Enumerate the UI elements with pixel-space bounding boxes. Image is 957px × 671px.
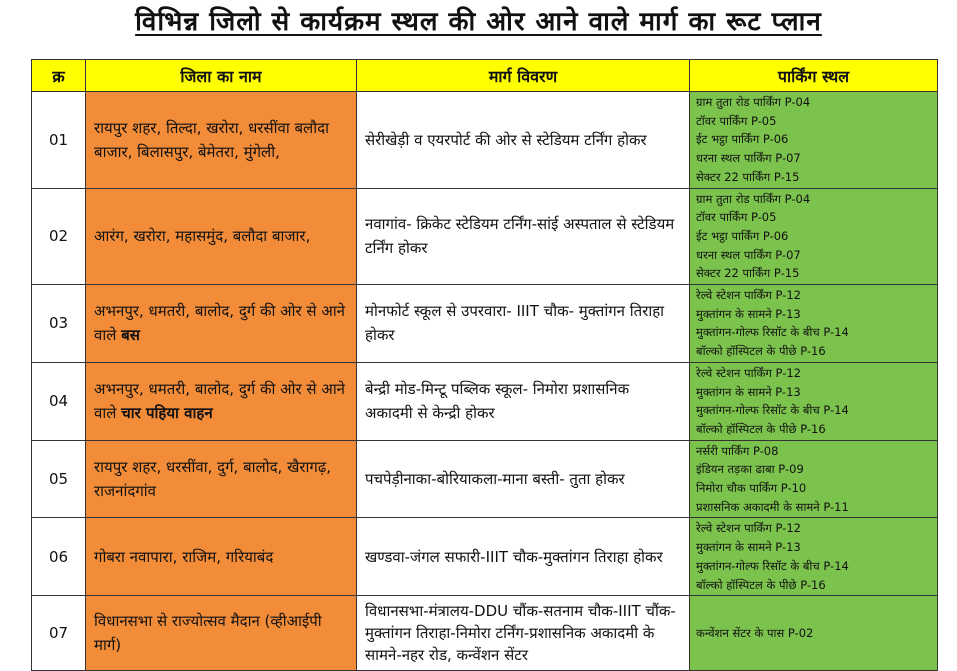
parking-cell [690, 362, 938, 440]
parking-item: रेल्वे स्टेशन पार्किंग P-12 [696, 365, 801, 380]
district-cell: आरंग, खरोरा, महासमुंद, बलौदा बाजार, [86, 188, 357, 285]
parking-item: मुक्तांगन-गोल्फ रिसॉट के बीच P-14 [696, 325, 849, 340]
parking-item: नर्सरी पार्किंग P-08 [696, 443, 779, 458]
parking-cell [690, 285, 938, 363]
parking-item: कन्वेंशन सेंटर के पास P-02 [696, 625, 814, 640]
row-number: 05 [32, 440, 86, 518]
district-cell: गोबरा नवापारा, राजिम, गरियाबंद [86, 518, 357, 596]
district-cell: अभनपुर, धमतरी, बालोद, दुर्ग की ओर से आने वाले बस [86, 285, 357, 363]
parking-item: मुक्तांगन-गोल्फ रिसॉट के बीच P-14 [696, 403, 849, 418]
parking-cell [690, 596, 938, 671]
table-row [32, 188, 938, 285]
vehicle-type: बस [121, 326, 140, 345]
parking-item: मुक्तांगन-गोल्फ रिसॉट के बीच P-14 [696, 558, 849, 573]
route-cell: नवागांव- क्रिकेट स्टेडियम टर्निंग-सांई अस्पताल से स्टेडियम टर्निंग होकर [357, 188, 690, 285]
parking-cell [690, 188, 938, 285]
district-cell: अभनपुर, धमतरी, बालोद, दुर्ग की ओर से आने वाले चार पहिया वाहन [86, 362, 357, 440]
table-header-row [32, 60, 938, 92]
parking-item: टॉवर पार्किंग P-05 [696, 210, 777, 225]
parking-item: ईट भट्ठा पार्किंग P-06 [696, 228, 789, 243]
parking-item: इंडियन तड़का ढाबा P-09 [696, 462, 804, 477]
route-cell: मोनफोर्ट स्कूल से उपरवारा- IIIT चौक- मुक्तांगन तिराहा होकर [357, 285, 690, 363]
row-number: 07 [32, 596, 86, 671]
parking-cell [690, 518, 938, 596]
route-cell: बेन्द्री मोड-मिन्टू पब्लिक स्कूल- निमोरा प्रशासनिक अकादमी से केन्द्री होकर [357, 362, 690, 440]
parking-item: रेल्वे स्टेशन पार्किंग P-12 [696, 521, 801, 536]
row-number: 01 [32, 92, 86, 189]
parking-item: बॉल्को हॉस्पिटल के पीछे P-16 [696, 344, 826, 359]
vehicle-type: चार पहिया वाहन [121, 404, 213, 423]
parking-item: ग्राम तुता रोड पार्किंग P-04 [696, 95, 811, 109]
route-cell: विधानसभा-मंत्रालय-DDU चौंक-सतनाम चौक-IIIT चौंक-मुक्तांगन तिराहा-निमोरा टर्निंग-प्रशासनिक अकादमी के सामने-नहर रोड, कन्वेंशन सेंटर [357, 596, 690, 671]
route-cell: खण्डवा-जंगल सफारी-IIIT चौक-मुक्तांगन तिराहा होकर [357, 518, 690, 596]
row-number: 03 [32, 285, 86, 363]
parking-item: सेक्टर 22 पार्किंग P-15 [696, 169, 800, 184]
parking-item: निमोरा चौक पार्किंग P-10 [696, 481, 807, 496]
route-cell: पचपेड़ीनाका-बोरियाकला-माना बस्ती- तुता होकर [357, 440, 690, 518]
table-row [32, 440, 938, 518]
page-title: विभिन्न जिलो से कार्यक्रम स्थल की ओर आने वाले मार्ग का रूट प्लान [135, 7, 822, 37]
route-plan-table [31, 59, 938, 671]
header-route: मार्ग विवरण [357, 60, 690, 92]
row-number: 04 [32, 362, 86, 440]
parking-item: रेल्वे स्टेशन पार्किंग P-12 [696, 288, 801, 303]
table-row [32, 518, 938, 596]
parking-item: ग्राम तुता रोड पार्किंग P-04 [696, 191, 811, 206]
parking-cell [690, 92, 938, 189]
table-row [32, 92, 938, 189]
parking-cell [690, 440, 938, 518]
header-parking: पार्किंग स्थल [690, 60, 938, 92]
parking-item: ईट भट्ठा पार्किंग P-06 [696, 132, 789, 147]
row-number: 06 [32, 518, 86, 596]
parking-item: मुक्तांगन के सामने P-13 [696, 306, 801, 321]
parking-item: धरना स्थल पार्किंग P-07 [696, 151, 801, 166]
parking-item: मुक्तांगन के सामने P-13 [696, 540, 801, 555]
district-cell: रायपुर शहर, तिल्दा, खरोरा, धरसींवा बलौदा बाजार, बिलासपुर, बेमेतरा, मुंगेली, [86, 92, 357, 189]
table-row [32, 285, 938, 363]
parking-item: सेक्टर 22 पार्किंग P-15 [696, 266, 800, 281]
parking-item: बॉल्को हॉस्पिटल के पीछे P-16 [696, 577, 826, 592]
route-cell: सेरीखेड़ी व एयरपोर्ट की ओर से स्टेडियम टर्निंग होकर [357, 92, 690, 189]
header-serial: क्र [32, 60, 86, 92]
parking-item: मुक्तांगन के सामने P-13 [696, 384, 801, 399]
parking-item: बॉल्को हॉस्पिटल के पीछे P-16 [696, 421, 826, 436]
parking-item: धरना स्थल पार्किंग P-07 [696, 247, 801, 262]
district-cell: रायपुर शहर, धरसींवा, दुर्ग, बालोद, खैरागढ़, राजनांदगांव [86, 440, 357, 518]
row-number: 02 [32, 188, 86, 285]
table-row [32, 596, 938, 671]
parking-item: टॉवर पार्किंग P-05 [696, 113, 777, 128]
parking-item: प्रशासनिक अकादमी के सामने P-11 [696, 499, 849, 514]
table-row [32, 362, 938, 440]
header-district: जिला का नाम [86, 60, 357, 92]
district-cell: विधानसभा से राज्योत्सव मैदान (व्हीआईपी मार्ग) [86, 596, 357, 671]
